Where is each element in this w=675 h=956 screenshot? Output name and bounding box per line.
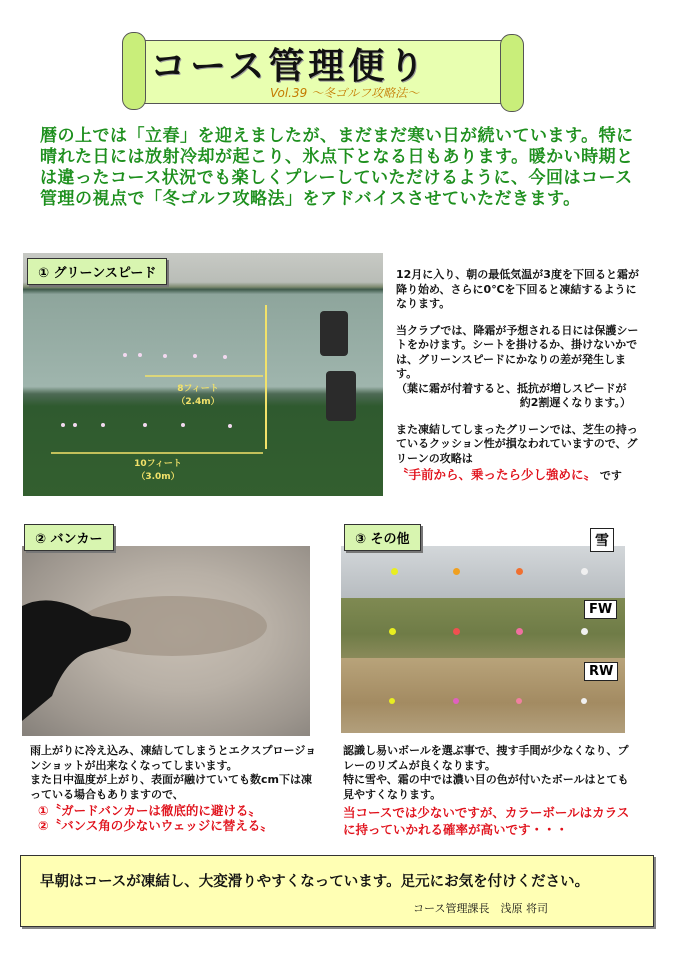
- snow-ball-photo: [341, 546, 625, 598]
- footer-signature: コース管理課長 浅原 将司: [413, 902, 548, 915]
- measure-8ft-label: 8フィート （2.4m）: [176, 384, 220, 407]
- page-subtitle: Vol.39 〜冬ゴルフ攻略法〜: [270, 86, 420, 100]
- measure-lines: [23, 253, 383, 496]
- green-speed-photo: [23, 253, 383, 496]
- section3-label: ③ その他: [344, 524, 421, 551]
- snow-tag: 雪: [590, 528, 614, 552]
- intro-paragraph: 暦の上では「立春」を迎えましたが、まだまだ寒い日が続いています。特に晴れた日には放射冷却が起こり、氷点下となる日もあります。暖かい時期とは違ったコース状況でも楽しくプレーしていただけるように、今回はコース管理の視点で「冬ゴルフ攻略法」をアドバイスさせていただきます。: [40, 126, 634, 209]
- section1-label: ① グリーンスピード: [27, 258, 167, 285]
- rough-ball-photo: [341, 658, 625, 733]
- section2-label: ② バンカー: [24, 524, 114, 551]
- fairway-tag: FW: [584, 600, 617, 619]
- section1-text: 12月に入り、朝の最低気温が3度を下回ると霜が降り始め、さらに0℃を下回ると凍結するようになります。 当クラブでは、降霜が予想される日には保護シートをかけます。シートを掛けるか、掛けないかでは、グリーンスピードにかなりの差が発生します。 （葉に霜が付着すると、抵抗が増しスピードが 約2割遅くなります。） また凍結してしまったグリーンでは、芝生の持っているクッション性が損なわれていますので、グリーンの攻略は 〝手前から、乗ったら少し強めに〟 です: [396, 268, 639, 482]
- scroll-curl-right: [500, 34, 524, 112]
- page-title: コース管理便り: [150, 46, 429, 87]
- measure-10ft-label: 10フィート （3.0m）: [134, 459, 182, 482]
- section3-text: 認識し易いボールを選ぶ事で、捜す手間が少なくなり、プレーのリズムが良くなります。 特に雪や、霜の中では濃い目の色が付いたボールはとても見やすくなります。 当コースでは少ないですが、カラーボールはカラスに持っていかれる確率が高いです・・・: [343, 744, 630, 837]
- section2-text: 雨上がりに冷え込み、凍結してしまうとエクスプロージョンショットが出来なくなってしまいます。 また日中温度が上がり、表面が融けていても数cm下は凍っている場合もありますので、 ①〝ガードバンカーは徹底的に避ける〟 ②〝バンス角の少ないウェッジに替える〟: [30, 744, 317, 833]
- footer-message: 早朝はコースが凍結し、大変滑りやすくなっています。足元にお気を付けください。: [40, 874, 590, 890]
- footer-notice-box: [20, 855, 654, 927]
- fairway-ball-photo: [341, 598, 625, 658]
- bunker-photo: [22, 546, 310, 736]
- rough-tag: RW: [584, 662, 618, 681]
- scroll-curl-left: [122, 32, 146, 110]
